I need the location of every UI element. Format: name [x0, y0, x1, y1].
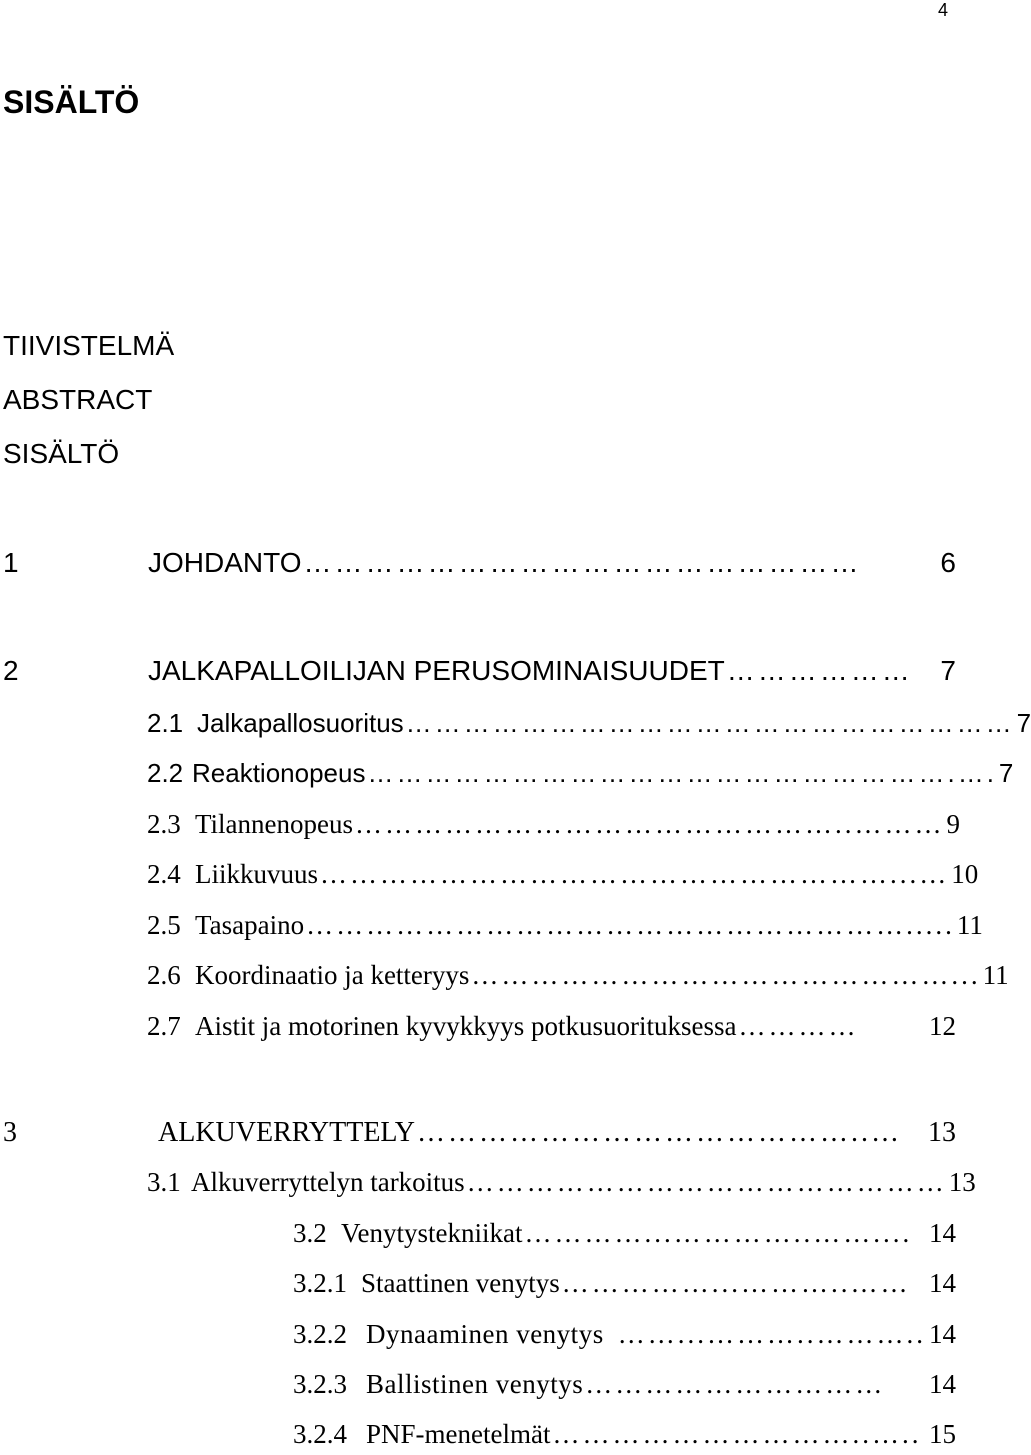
- toc-entry-page: 6: [940, 547, 956, 578]
- toc-entry-leader: …………………………: [585, 1369, 886, 1399]
- toc-entry-leader: …………………………..…..: [552, 1419, 922, 1449]
- toc-entry-leader: ……………...………..……: [561, 1268, 911, 1298]
- page-number: 4: [937, 0, 948, 20]
- page-title: SISÄLTÖ: [3, 84, 140, 120]
- toc-entry-leader: …………...…………..……....: [524, 1218, 913, 1248]
- front-matter-tiivistelma: TIIVISTELMÄ: [3, 330, 175, 361]
- toc-entry-title: Jalkapallosuoritus: [197, 708, 404, 738]
- toc-entry-page: 14: [929, 1369, 956, 1399]
- toc-entry-title: Koordinaatio ja ketteryys: [195, 960, 470, 990]
- toc-entry-koordinaatio-ja-ketteryys[interactable]: [147, 960, 1009, 996]
- toc-entry-page: 14: [929, 1268, 956, 1298]
- toc-entry-title: Tilannenopeus: [195, 809, 354, 839]
- toc-entry-reaktionopeus[interactable]: [147, 758, 1014, 794]
- toc-entry-title: JOHDANTO: [148, 547, 302, 578]
- toc-entry-number: 2.5: [147, 910, 181, 940]
- toc-entry-title: ALKUVERRYTTELY: [158, 1117, 415, 1148]
- toc-entry-number: 3.2.1: [293, 1268, 347, 1298]
- toc-entry-leader: …………: [738, 1011, 859, 1041]
- toc-entry-alkuverryttelyn-tarkoitus[interactable]: [147, 1167, 976, 1203]
- toc-entry-leader: ………………………………………………………: [405, 708, 1015, 738]
- toc-entry-page: 13: [928, 1117, 956, 1148]
- toc-entry-number: 2.6: [147, 960, 181, 990]
- toc-entry-page: 12: [929, 1011, 956, 1041]
- toc-entry-leader: ………………: [726, 655, 913, 686]
- toc-entry-title: Tasapaino: [195, 910, 305, 940]
- toc-entry-title: Staattinen venytys: [361, 1268, 560, 1298]
- toc-entry-title: Liikkuvuus: [195, 859, 319, 889]
- toc-entry-page: 15: [929, 1419, 956, 1449]
- toc-entry-leader: …………………………………………………….….: [367, 758, 997, 788]
- toc-entry-johdanto[interactable]: [3, 547, 956, 583]
- toc-entry-number: 3: [3, 1117, 17, 1148]
- toc-entry-title: Ballistinen venytys: [366, 1369, 584, 1399]
- toc-entry-staattinen-venytys[interactable]: [293, 1268, 956, 1304]
- toc-entry-leader: …………………………………………………….....: [306, 910, 955, 940]
- toc-entry-tasapaino[interactable]: [147, 910, 983, 946]
- toc-entry-page: 7: [998, 758, 1014, 788]
- toc-entry-page: 7: [940, 655, 956, 686]
- toc-entry-number: 3.2.3: [293, 1369, 347, 1399]
- toc-entry-pnf-menetelmat[interactable]: [293, 1419, 956, 1455]
- toc-entry-leader: …………………………………………: [466, 1167, 947, 1197]
- toc-entry-title: Venytystekniikat: [341, 1218, 523, 1248]
- toc-entry-page: 7: [1016, 708, 1031, 738]
- toc-entry-number: 2: [3, 655, 19, 686]
- toc-entry-jalkapalloilijan-perusominaisuudet[interactable]: [3, 655, 956, 691]
- toc-entry-number: 1: [3, 547, 19, 578]
- toc-entry-dynaaminen-venytys[interactable]: [293, 1319, 956, 1355]
- toc-entry-leader: …………………………………………...: [471, 960, 981, 990]
- toc-entry-number: 2.1: [147, 708, 184, 738]
- toc-entry-number: 3.2.2: [293, 1319, 347, 1349]
- toc-entry-venytystekniikat[interactable]: [293, 1218, 956, 1254]
- toc-entry-tilannenopeus[interactable]: [147, 809, 961, 845]
- toc-entry-page: 10: [951, 859, 979, 889]
- toc-entry-title: JALKAPALLOILIJAN PERUSOMINAISUUDET: [148, 655, 725, 686]
- toc-entry-leader: …………………………………………..………: [355, 809, 945, 839]
- toc-entry-leader: ……………………………………..…: [416, 1117, 902, 1148]
- toc-entry-leader: ……...………..………..: [617, 1319, 926, 1349]
- toc-entry-page: 11: [956, 910, 983, 940]
- toc-entry-title: Alkuverryttelyn tarkoitus: [191, 1167, 465, 1197]
- toc-entry-number: 3.2.4: [293, 1419, 347, 1449]
- toc-entry-leader: …………………………………………………...…: [320, 859, 950, 889]
- toc-entry-liikkuvuus[interactable]: [147, 859, 979, 895]
- toc-entry-title: Dynaaminen venytys: [366, 1319, 604, 1349]
- toc-entry-jalkapallosuoritus[interactable]: [147, 708, 1031, 744]
- toc-entry-page: 13: [948, 1167, 976, 1197]
- front-matter-abstract: ABSTRACT: [3, 384, 153, 415]
- toc-entry-number: 2.7: [147, 1011, 181, 1041]
- toc-entry-ballistinen-venytys[interactable]: [293, 1369, 956, 1405]
- toc-entry-number: 3.1: [147, 1167, 181, 1197]
- toc-entry-page: 11: [982, 960, 1009, 990]
- toc-entry-page: 14: [929, 1218, 956, 1248]
- toc-entry-alkuverryttely[interactable]: [3, 1117, 956, 1153]
- toc-entry-title: Reaktionopeus: [192, 758, 366, 788]
- toc-entry-aistit-ja-motorinen-kyvykkyys[interactable]: [147, 1011, 956, 1047]
- toc-entry-title: Aistit ja motorinen kyvykkyys potkusuorituksessa: [195, 1011, 737, 1041]
- toc-entry-page: 9: [946, 809, 961, 839]
- toc-entry-number: 2.3: [147, 809, 181, 839]
- toc-entry-number: 2.4: [147, 859, 181, 889]
- front-matter-sisalto: SISÄLTÖ: [3, 438, 120, 469]
- toc-entry-title: PNF-menetelmät: [366, 1419, 551, 1449]
- toc-entry-leader: ………………………………………………: [303, 547, 862, 578]
- toc-entry-number: 3.2: [293, 1218, 327, 1248]
- toc-entry-page: 14: [929, 1319, 956, 1349]
- toc-entry-number: 2.2: [147, 758, 184, 788]
